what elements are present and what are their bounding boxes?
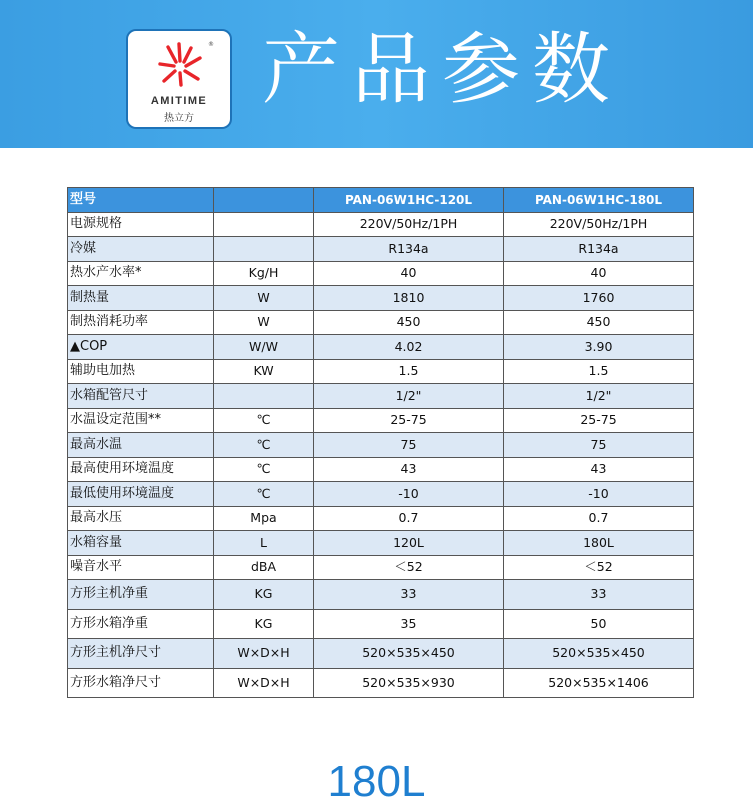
starburst-logo-icon bbox=[156, 41, 204, 87]
row-value-120l: 1810 bbox=[314, 286, 504, 311]
row-label: 最高水压 bbox=[68, 506, 214, 531]
row-unit: ℃ bbox=[214, 433, 314, 458]
row-unit: ℃ bbox=[214, 482, 314, 507]
table-row bbox=[68, 310, 694, 335]
registered-mark: ® bbox=[208, 41, 214, 48]
table-row bbox=[68, 506, 694, 531]
row-value-180l: -10 bbox=[504, 482, 694, 507]
table-row bbox=[68, 668, 694, 698]
brand-name-cn: 热立方 bbox=[164, 113, 194, 124]
table-row bbox=[68, 609, 694, 639]
row-unit: KG bbox=[214, 609, 314, 639]
model-capacity-label: 180L bbox=[327, 757, 426, 806]
row-value-120l: 33 bbox=[314, 580, 504, 610]
row-value-180l: R134a bbox=[504, 237, 694, 262]
row-unit: W×D×H bbox=[214, 639, 314, 669]
brand-logo bbox=[126, 29, 232, 129]
table-row bbox=[68, 580, 694, 610]
page-title: 产品参数 bbox=[262, 25, 623, 115]
row-label: 水箱容量 bbox=[68, 531, 214, 556]
row-value-120l: R134a bbox=[314, 237, 504, 262]
row-label: 最低使用环境温度 bbox=[68, 482, 214, 507]
row-label: 制热量 bbox=[68, 286, 214, 311]
row-label: 电源规格 bbox=[68, 212, 214, 237]
row-value-120l: 1.5 bbox=[314, 359, 504, 384]
header-model-180l: PAN-06W1HC-180L bbox=[504, 188, 694, 213]
row-unit: ℃ bbox=[214, 457, 314, 482]
header-banner bbox=[0, 0, 753, 148]
row-unit: dBA bbox=[214, 555, 314, 580]
row-label: 水箱配管尺寸 bbox=[68, 384, 214, 409]
row-value-120l: 35 bbox=[314, 609, 504, 639]
table-row bbox=[68, 286, 694, 311]
row-value-180l: 3.90 bbox=[504, 335, 694, 360]
row-value-180l: 33 bbox=[504, 580, 694, 610]
row-value-120l: 450 bbox=[314, 310, 504, 335]
row-value-120l: 43 bbox=[314, 457, 504, 482]
row-value-120l: 520×535×930 bbox=[314, 668, 504, 698]
row-label: 热水产水率* bbox=[68, 261, 214, 286]
table-row bbox=[68, 335, 694, 360]
row-value-180l: 40 bbox=[504, 261, 694, 286]
row-unit: W bbox=[214, 286, 314, 311]
row-label: 辅助电加热 bbox=[68, 359, 214, 384]
row-value-180l: 220V/50Hz/1PH bbox=[504, 212, 694, 237]
row-value-180l: 180L bbox=[504, 531, 694, 556]
table-row bbox=[68, 531, 694, 556]
row-value-120l: 0.7 bbox=[314, 506, 504, 531]
table-row bbox=[68, 555, 694, 580]
row-value-120l: 75 bbox=[314, 433, 504, 458]
row-value-180l: ＜52 bbox=[504, 555, 694, 580]
row-unit: KG bbox=[214, 580, 314, 610]
row-unit bbox=[214, 237, 314, 262]
table-row bbox=[68, 359, 694, 384]
row-value-120l: 120L bbox=[314, 531, 504, 556]
header-label: 型号 bbox=[68, 188, 214, 213]
table-row bbox=[68, 212, 694, 237]
row-unit: W×D×H bbox=[214, 668, 314, 698]
row-label: 方形主机净重 bbox=[68, 580, 214, 610]
row-value-180l: 25-75 bbox=[504, 408, 694, 433]
row-label: 冷媒 bbox=[68, 237, 214, 262]
row-label: 最高使用环境温度 bbox=[68, 457, 214, 482]
row-value-120l: ＜52 bbox=[314, 555, 504, 580]
table-row bbox=[68, 408, 694, 433]
row-value-180l: 75 bbox=[504, 433, 694, 458]
row-label: 最高水温 bbox=[68, 433, 214, 458]
row-value-120l: 40 bbox=[314, 261, 504, 286]
header-model-120l: PAN-06W1HC-120L bbox=[314, 188, 504, 213]
table-row bbox=[68, 457, 694, 482]
row-value-180l: 520×535×450 bbox=[504, 639, 694, 669]
row-value-180l: 1760 bbox=[504, 286, 694, 311]
table-row bbox=[68, 639, 694, 669]
table-row bbox=[68, 482, 694, 507]
row-value-180l: 0.7 bbox=[504, 506, 694, 531]
table-row bbox=[68, 237, 694, 262]
row-label: 方形水箱净尺寸 bbox=[68, 668, 214, 698]
table-row bbox=[68, 433, 694, 458]
row-value-180l: 450 bbox=[504, 310, 694, 335]
row-label: 方形主机净尺寸 bbox=[68, 639, 214, 669]
row-value-120l: 1/2" bbox=[314, 384, 504, 409]
row-value-180l: 43 bbox=[504, 457, 694, 482]
row-unit bbox=[214, 212, 314, 237]
row-value-180l: 1/2" bbox=[504, 384, 694, 409]
table-row bbox=[68, 384, 694, 409]
table-header-row bbox=[68, 188, 694, 213]
row-unit bbox=[214, 384, 314, 409]
header-unit bbox=[214, 188, 314, 213]
row-value-120l: -10 bbox=[314, 482, 504, 507]
row-value-120l: 520×535×450 bbox=[314, 639, 504, 669]
row-value-120l: 4.02 bbox=[314, 335, 504, 360]
row-unit: Kg/H bbox=[214, 261, 314, 286]
brand-name-en: AMITIME bbox=[150, 95, 208, 107]
row-value-180l: 50 bbox=[504, 609, 694, 639]
row-label: ▲COP bbox=[68, 335, 214, 360]
row-unit: KW bbox=[214, 359, 314, 384]
row-value-120l: 220V/50Hz/1PH bbox=[314, 212, 504, 237]
row-label: 方形水箱净重 bbox=[68, 609, 214, 639]
row-unit: Mpa bbox=[214, 506, 314, 531]
table-row bbox=[68, 261, 694, 286]
row-label: 噪音水平 bbox=[68, 555, 214, 580]
row-unit: L bbox=[214, 531, 314, 556]
row-label: 制热消耗功率 bbox=[68, 310, 214, 335]
row-unit: ℃ bbox=[214, 408, 314, 433]
row-value-180l: 1.5 bbox=[504, 359, 694, 384]
row-label: 水温设定范围** bbox=[68, 408, 214, 433]
row-unit: W/W bbox=[214, 335, 314, 360]
row-value-120l: 25-75 bbox=[314, 408, 504, 433]
row-value-180l: 520×535×1406 bbox=[504, 668, 694, 698]
row-unit: W bbox=[214, 310, 314, 335]
spec-table bbox=[67, 187, 694, 698]
